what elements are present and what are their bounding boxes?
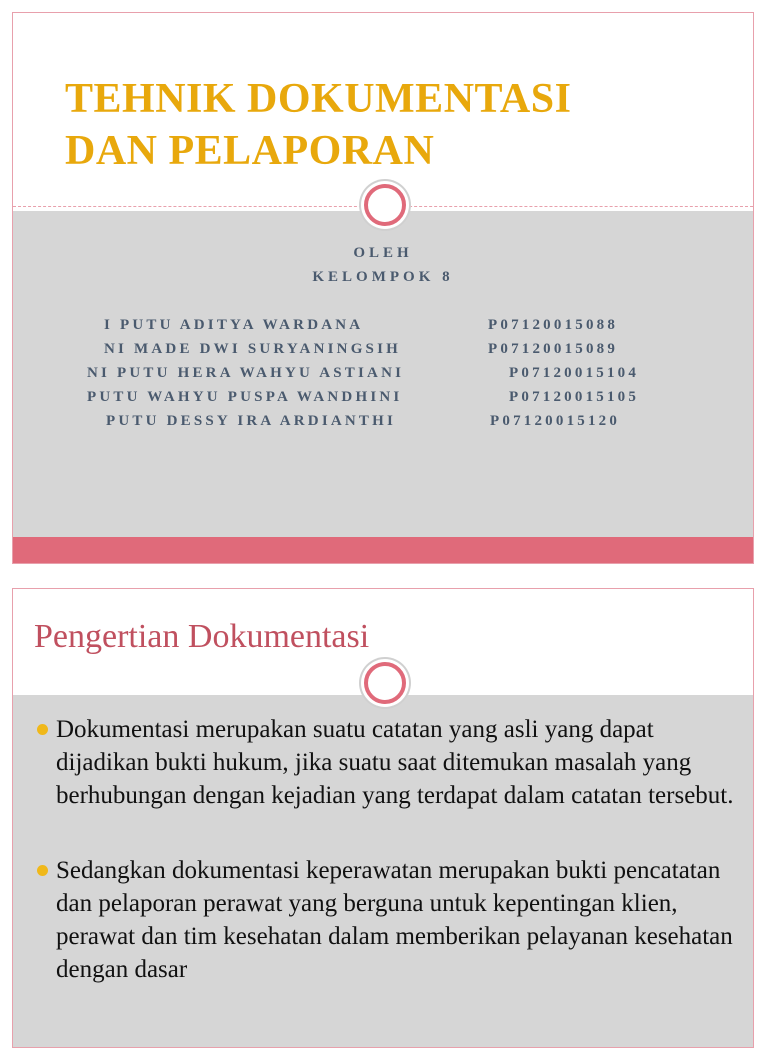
bullet-text: Sedangkan dokumentasi keperawatan merupakan bukti pencatatan dan pelaporan perawat yang berguna untuk kepentingan klien, perawat dan tim kesehatan dalam memberikan pelayanan kesehatan dengan dasar [56, 857, 733, 983]
member-row [13, 385, 753, 409]
member-name: I PUTU ADITYA WARDANA [104, 317, 364, 333]
title-slide [12, 12, 754, 564]
title-area [13, 13, 753, 206]
by-label: OLEH [353, 245, 413, 261]
bullet-list [13, 713, 753, 986]
presentation-title [65, 73, 571, 177]
group-label: KELOMPOK 8 [312, 269, 454, 285]
member-name: PUTU DESSY IRA ARDIANTHI [106, 413, 397, 429]
member-row [13, 313, 753, 337]
slide-title: Pengertian Dokumentasi [34, 618, 370, 655]
ring-ornament-icon [364, 662, 406, 704]
member-id: P07120015088 [488, 317, 619, 333]
credits-block [13, 241, 753, 289]
content-slide [12, 588, 754, 1048]
title-line-2: DAN PELAPORAN [65, 128, 435, 174]
bullet-item [13, 854, 753, 986]
member-row [13, 337, 753, 361]
member-row [13, 361, 753, 385]
member-name: NI MADE DWI SURYANINGSIH [104, 341, 402, 357]
bullet-item [13, 713, 753, 812]
member-id: P07120015105 [509, 389, 640, 405]
member-name: NI PUTU HERA WAHYU ASTIANI [87, 365, 405, 381]
bullet-dot-icon [37, 865, 48, 876]
member-list [13, 313, 753, 433]
ring-ornament-icon [364, 184, 406, 226]
bullet-dot-icon [37, 724, 48, 735]
member-id: P07120015120 [490, 413, 621, 429]
bullet-text: Dokumentasi merupakan suatu catatan yang asli yang dapat dijadikan bukti hukum, jika suatu saat ditemukan masalah yang berhubungan dengan kejadian yang terdapat dalam catatan tersebut. [56, 716, 734, 809]
accent-band [13, 537, 753, 563]
title-line-1: TEHNIK DOKUMENTASI [65, 76, 572, 122]
member-row [13, 409, 753, 433]
member-id: P07120015104 [509, 365, 640, 381]
member-id: P07120015089 [488, 341, 619, 357]
member-name: PUTU WAHYU PUSPA WANDHINI [87, 389, 403, 405]
